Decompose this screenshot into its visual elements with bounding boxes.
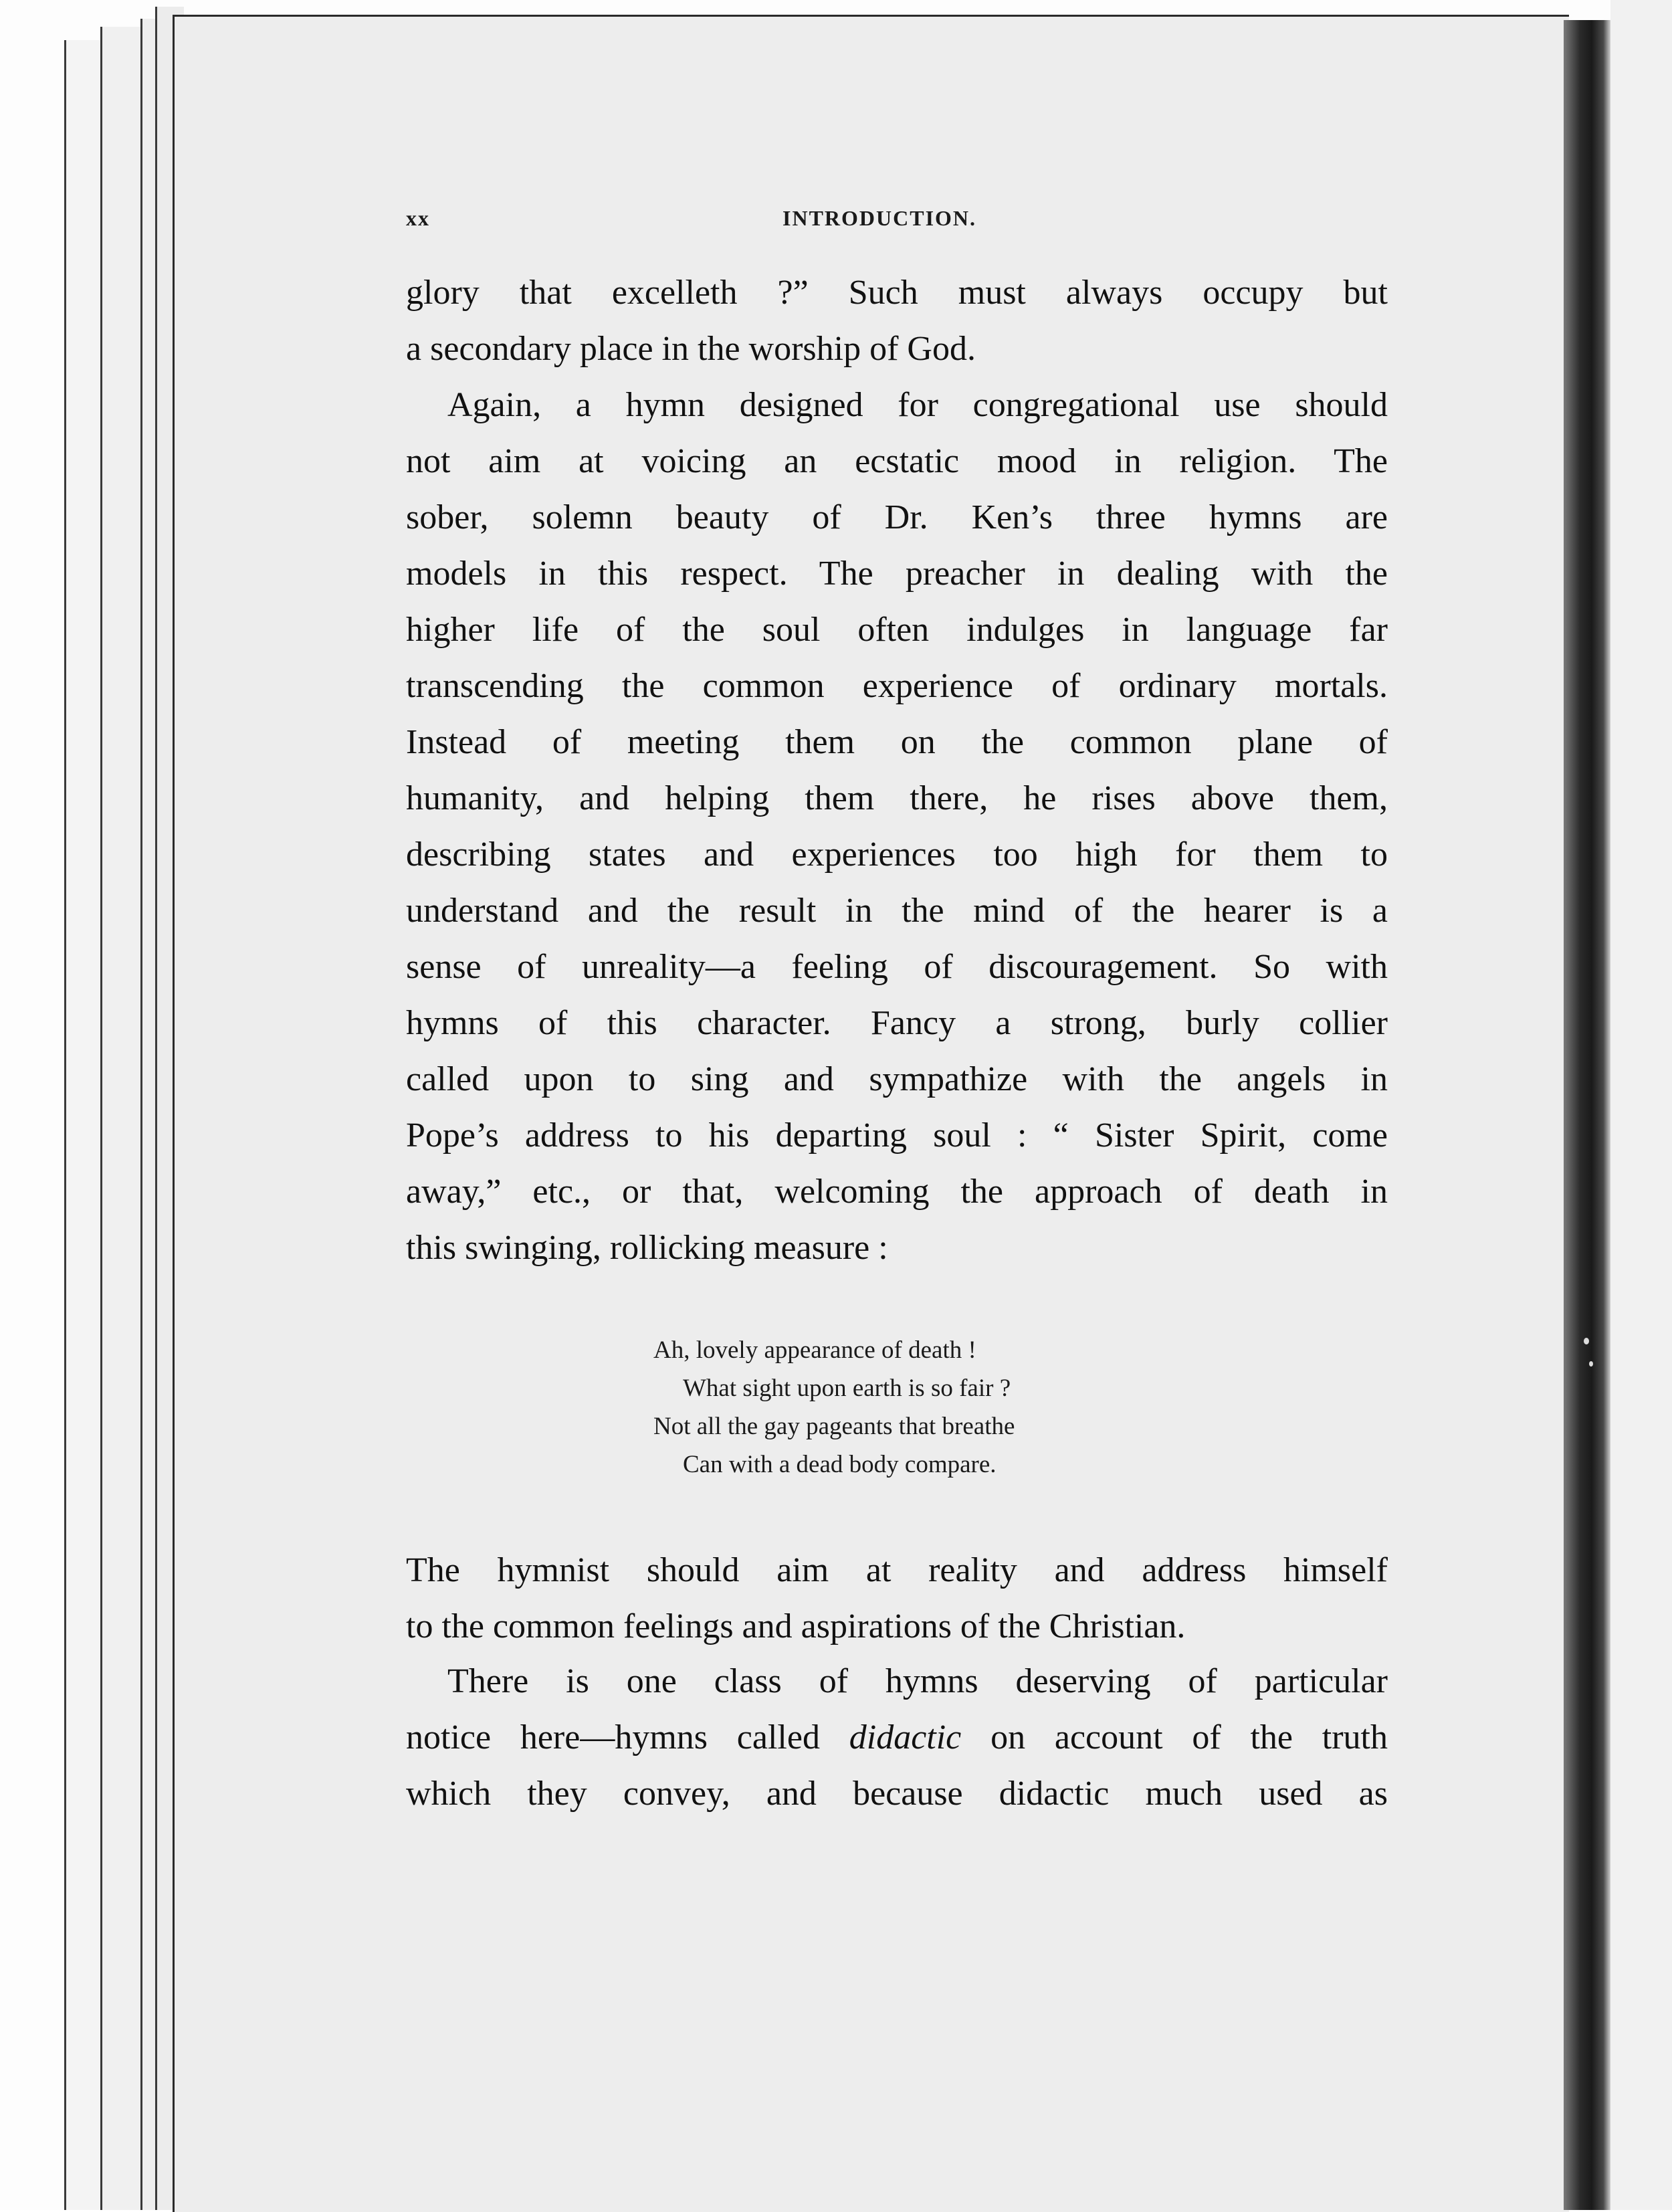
text-line: hymns of this character. Fancy a strong, burly collier [406, 1004, 1388, 1042]
text-line: glory that excelleth ?” Such must always occupy but [406, 274, 1388, 312]
text-line: this swinging, rollicking measure : [406, 1229, 888, 1267]
text-line: Pope’s address to his departing soul : “ Sister Spirit, come [406, 1116, 1388, 1154]
text-line: a secondary place in the worship of God. [406, 330, 976, 368]
text-line: sense of unreality—a feeling of discouragement. So with [406, 948, 1388, 986]
text-line: to the common feelings and aspirations of the Christian. [406, 1607, 1186, 1645]
text-line: which they convey, and because didactic much used as [406, 1775, 1388, 1813]
text-line: transcending the common experience of ordinary mortals. [406, 667, 1388, 705]
italic-term: didactic [849, 1718, 962, 1756]
text-line: away,” etc., or that, welcoming the approach of death in [406, 1173, 1388, 1211]
text-line: models in this respect. The preacher in dealing with the [406, 555, 1388, 593]
scan-speck [1589, 1361, 1593, 1367]
page-gutter-shadow [1564, 20, 1610, 2210]
adjacent-page [1610, 0, 1672, 2210]
text-line: sober, solemn beauty of Dr. Ken’s three hymns are [406, 498, 1388, 536]
paragraph-ecstatic-mood [406, 377, 1388, 1276]
running-head [406, 206, 1396, 233]
text-line: There is one class of hymns deserving of particular [447, 1662, 1388, 1700]
verse-line: Ah, lovely appearance of death ! [653, 1336, 976, 1364]
text-line: understand and the result in the mind of the hearer is a [406, 892, 1388, 930]
text-fragment: notice here—hymns called [406, 1718, 849, 1756]
text-line: Instead of meeting them on the common plane of [406, 723, 1388, 761]
text-fragment: on account of the truth [961, 1718, 1388, 1756]
paragraph-continued [406, 265, 1388, 377]
running-title: INTRODUCTION. [782, 206, 977, 230]
text-line: humanity, and helping them there, he rises above them, [406, 779, 1388, 817]
text-line: Again, a hymn designed for congregational use should [447, 386, 1388, 424]
page-number: xx [406, 206, 430, 230]
paragraph-reality [406, 1542, 1388, 1655]
verse-line: Can with a dead body compare. [683, 1451, 997, 1478]
verse-line: What sight upon earth is so fair ? [683, 1375, 1011, 1402]
text-line: not aim at voicing an ecstatic mood in religion. The [406, 442, 1388, 480]
quoted-verse [653, 1331, 1015, 1484]
text-line: called upon to sing and sympathize with the angels in [406, 1060, 1388, 1098]
text-line: describing states and experiences too high for them to [406, 835, 1388, 874]
paragraph-didactic [406, 1653, 1388, 1822]
text-line [406, 1710, 1388, 1766]
text-line: higher life of the soul often indulges in language far [406, 611, 1388, 649]
scan-speck [1584, 1338, 1589, 1344]
verse-line: Not all the gay pageants that breathe [653, 1413, 1015, 1440]
text-line: The hymnist should aim at reality and address himself [406, 1551, 1388, 1589]
